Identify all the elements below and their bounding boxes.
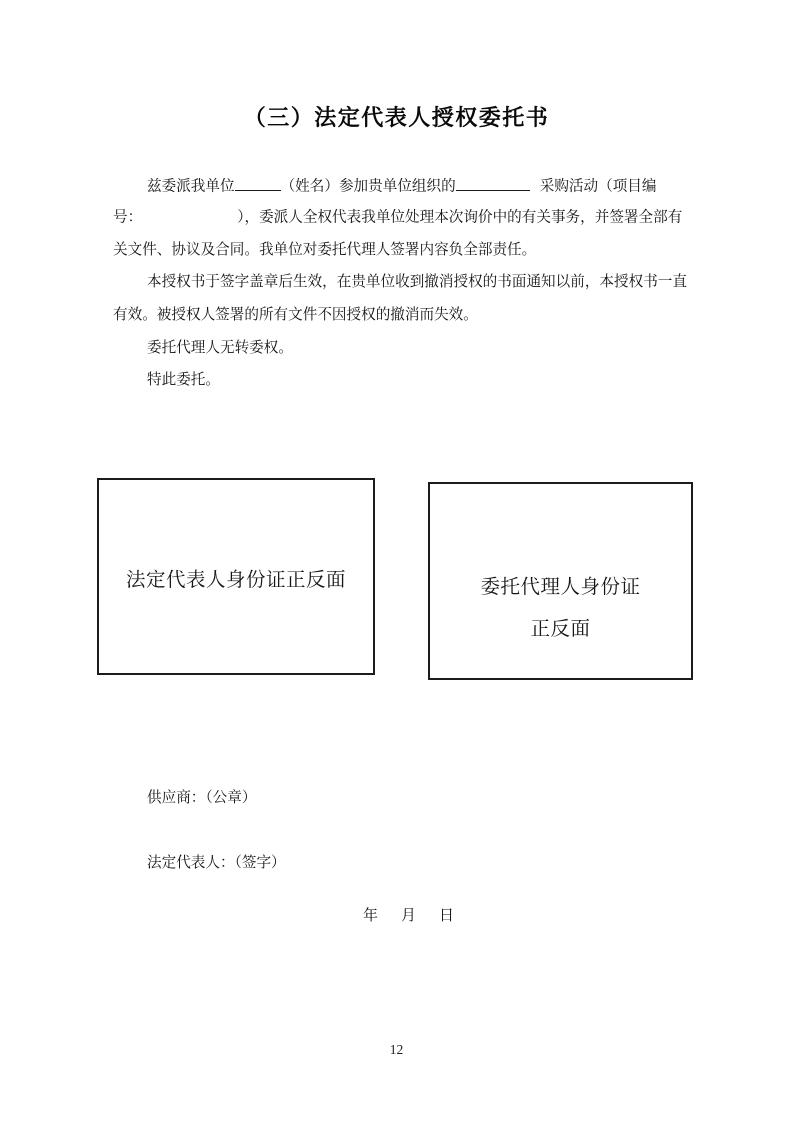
legal-rep-id-box	[97, 478, 375, 675]
agent-id-box-label-line1: 委托代理人身份证	[480, 577, 641, 598]
paragraph1-line1-text-a: 兹委派我单位	[147, 178, 235, 195]
paragraph1-line1-text-b: （姓名）参加贵单位组织的	[280, 178, 456, 195]
paragraph1-line1	[113, 175, 722, 197]
paragraph1-line2-label: 号：	[113, 209, 143, 226]
paragraph1-line3: 关文件、协议及合同。我单位对委托代理人签署内容负全部责任。	[113, 242, 537, 258]
paragraph1-line2	[113, 207, 688, 228]
paragraph2-line1: 本授权书于签字盖章后生效，在贵单位收到撤消授权的书面通知以前，本授权书一直	[147, 274, 687, 290]
paragraph1-line1-text-c: 采购活动（项目编	[539, 178, 657, 195]
paragraph1-line2-text: ），委派人全权代表我单位处理本次询价中的有关事务，并签署全部有	[237, 209, 683, 226]
project-number-blank-field	[142, 207, 237, 222]
document-title: （三）法定代表人授权委托书	[243, 105, 550, 130]
paragraph4: 特此委托。	[147, 372, 220, 388]
page-number: 12	[389, 1042, 404, 1057]
date-year-label: 年	[363, 908, 379, 924]
agent-id-box-label-line2: 正反面	[530, 619, 591, 640]
legal-rep-id-box-label: 法定代表人身份证正反面	[125, 570, 346, 591]
agent-id-box	[428, 482, 693, 680]
legal-rep-signature-line: 法定代表人：（签字）	[147, 855, 286, 871]
paragraph3: 委托代理人无转委权。	[147, 340, 293, 356]
paragraph2-line2: 有效。被授权人签署的所有文件不因授权的撤消而失效。	[113, 307, 478, 323]
activity-blank-field	[456, 175, 530, 191]
supplier-seal-line: 供应商：（公章）	[147, 790, 257, 806]
date-line	[363, 904, 454, 925]
date-month-label: 月	[401, 908, 417, 924]
date-day-label: 日	[439, 908, 455, 924]
name-blank-field	[235, 175, 281, 191]
